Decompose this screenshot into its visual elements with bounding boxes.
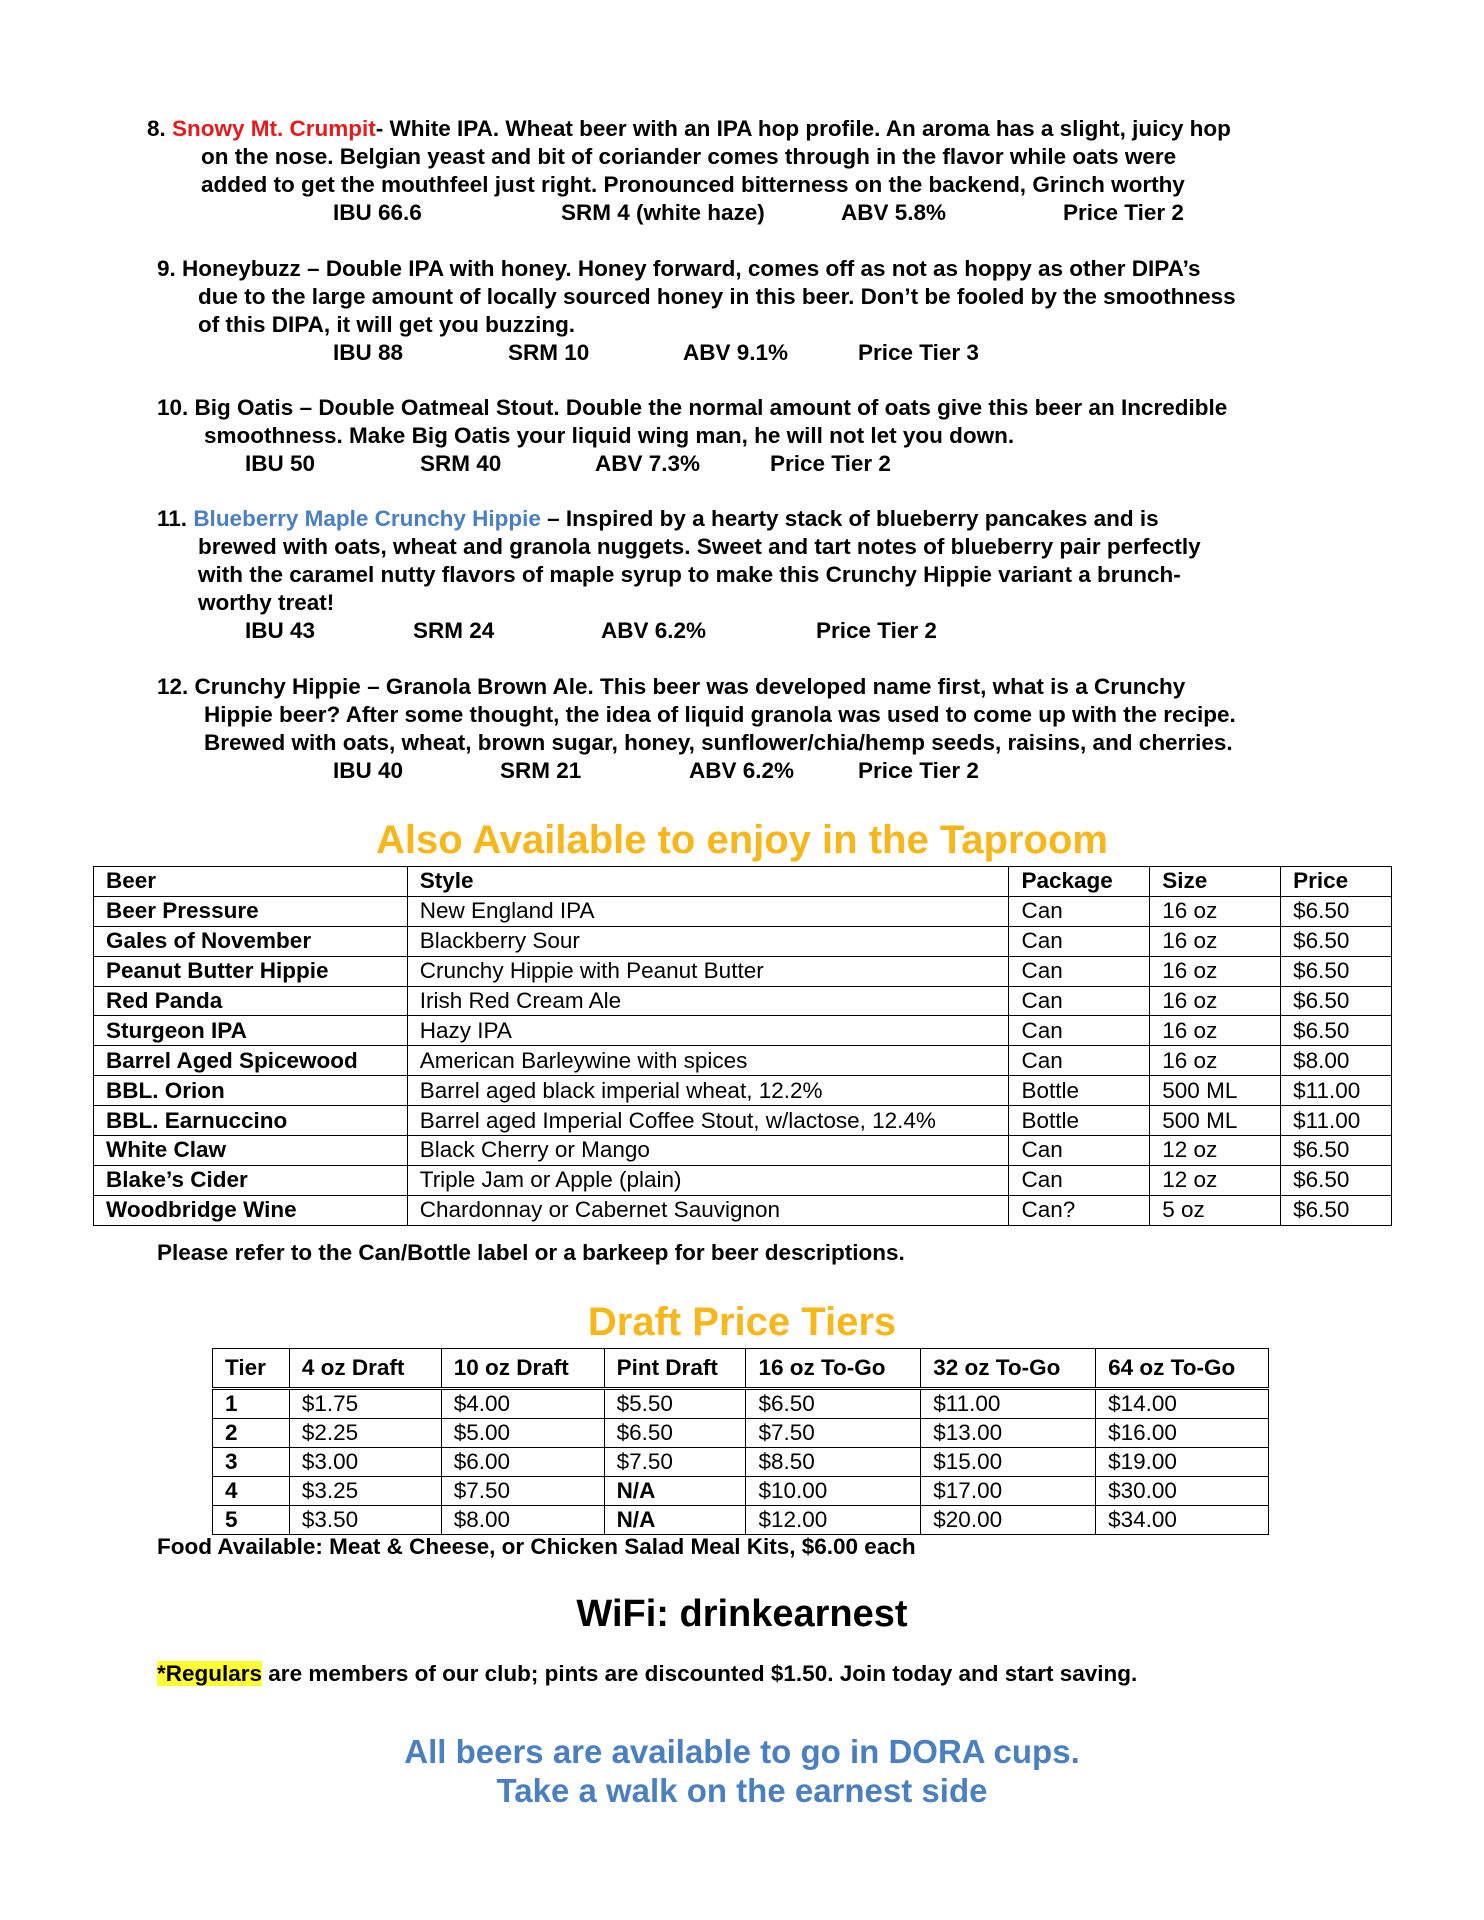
price-cell: $6.50 (1281, 956, 1392, 986)
taproom-heading: Also Available to enjoy in the Taproom (376, 818, 1108, 862)
beer-name: Big Oatis (194, 395, 294, 420)
beer-name: Honeybuzz (182, 256, 301, 281)
price-cell: $30.00 (1096, 1477, 1269, 1506)
beer-number: 11. (157, 506, 188, 531)
table-row (94, 896, 1392, 926)
beer-description: Brewed with oats, wheat, brown sugar, honey, sunflower/chia/hemp seeds, raisins, and cherries. (204, 730, 1233, 755)
style-cell: Blackberry Sour (407, 926, 1009, 956)
beer-srm: SRM 24 (413, 618, 495, 643)
package-cell: Can? (1009, 1195, 1150, 1225)
table-row (94, 1195, 1392, 1225)
price-cell: $5.00 (441, 1419, 604, 1448)
beer-name: Crunchy Hippie (194, 674, 361, 699)
package-cell: Can (1009, 926, 1150, 956)
beer-description: on the nose. Belgian yeast and bit of coriander comes through in the flavor while oats were (201, 144, 1177, 169)
table-row (213, 1419, 1269, 1448)
price-cell: $6.50 (746, 1389, 921, 1419)
style-cell: Irish Red Cream Ale (407, 986, 1009, 1016)
taproom-table (93, 866, 1392, 1226)
style-cell: Crunchy Hippie with Peanut Butter (407, 956, 1009, 986)
beer-srm: SRM 4 (white haze) (561, 200, 765, 225)
price-cell: $17.00 (921, 1477, 1096, 1506)
beer-cell: Blake’s Cider (94, 1165, 408, 1195)
price-cell: $6.00 (441, 1448, 604, 1477)
tier-cell: 5 (213, 1506, 290, 1535)
price-cell: $1.75 (289, 1389, 441, 1419)
size-cell: 12 oz (1150, 1165, 1281, 1195)
size-cell: 16 oz (1150, 1046, 1281, 1076)
package-cell: Can (1009, 1046, 1150, 1076)
package-cell: Can (1009, 1165, 1150, 1195)
beer-srm: SRM 10 (508, 340, 590, 365)
size-cell: 12 oz (1150, 1136, 1281, 1166)
size-cell: 16 oz (1150, 896, 1281, 926)
beer-price-tier: Price Tier 2 (770, 451, 891, 476)
beer-abv: ABV 9.1% (683, 340, 789, 365)
beer-ibu: IBU 43 (245, 618, 316, 643)
price-cell: $11.00 (921, 1389, 1096, 1419)
wifi-info: WiFi: drinkearnest (576, 1593, 908, 1635)
beer-ibu: IBU 88 (333, 340, 404, 365)
size-cell: 500 ML (1150, 1106, 1281, 1136)
style-cell: Barrel aged Imperial Coffee Stout, w/lactose, 12.4% (407, 1106, 1009, 1136)
column-header: Tier (213, 1349, 290, 1389)
table-row (94, 986, 1392, 1016)
beer-description: added to get the mouthfeel just right. Pronounced bitterness on the backend, Grinch worthy (201, 172, 1185, 197)
regulars-note (157, 1660, 1137, 1688)
column-header: Package (1009, 867, 1150, 897)
beer-number: 9. (157, 256, 176, 281)
table-row (94, 926, 1392, 956)
style-cell: Barrel aged black imperial wheat, 12.2% (407, 1076, 1009, 1106)
beer-abv: ABV 6.2% (601, 618, 707, 643)
size-cell: 16 oz (1150, 1016, 1281, 1046)
footer-line-1: All beers are available to go in DORA cups. (404, 1733, 1080, 1770)
price-cell: $6.50 (1281, 986, 1392, 1016)
table-row (213, 1389, 1269, 1419)
price-cell: $19.00 (1096, 1448, 1269, 1477)
beer-cell: Peanut Butter Hippie (94, 956, 408, 986)
beer-description: of this DIPA, it will get you buzzing. (198, 312, 576, 337)
beer-ibu: IBU 66.6 (333, 200, 422, 225)
tiers-heading: Draft Price Tiers (587, 1300, 897, 1344)
style-cell: Triple Jam or Apple (plain) (407, 1165, 1009, 1195)
price-cell: $6.50 (1281, 1136, 1392, 1166)
column-header: 4 oz Draft (289, 1349, 441, 1389)
price-cell: $4.00 (441, 1389, 604, 1419)
beer-description: smoothness. Make Big Oatis your liquid wing man, he will not let you down. (204, 423, 1015, 448)
package-cell: Can (1009, 896, 1150, 926)
tier-cell: 4 (213, 1477, 290, 1506)
price-tiers-table (212, 1348, 1269, 1535)
table-header-row (213, 1349, 1269, 1389)
beer-cell: Red Panda (94, 986, 408, 1016)
tier-cell: 1 (213, 1389, 290, 1419)
package-cell: Can (1009, 1016, 1150, 1046)
column-header: 32 oz To-Go (921, 1349, 1096, 1389)
beer-ibu: IBU 50 (245, 451, 316, 476)
style-cell: American Barleywine with spices (407, 1046, 1009, 1076)
beer-ibu: IBU 40 (333, 758, 404, 783)
beer-cell: Barrel Aged Spicewood (94, 1046, 408, 1076)
table-header-row (94, 867, 1392, 897)
price-cell: $6.50 (1281, 896, 1392, 926)
footer (0, 1732, 1484, 1810)
table-row (94, 1106, 1392, 1136)
beer-description: – Double Oatmeal Stout. Double the normal amount of oats give this beer an Incredible (293, 395, 1228, 420)
beer-description: worthy treat! (198, 590, 335, 615)
beer-cell: White Claw (94, 1136, 408, 1166)
price-cell: $10.00 (746, 1477, 921, 1506)
regulars-highlight: *Regulars (157, 1661, 263, 1686)
style-cell: Chardonnay or Cabernet Sauvignon (407, 1195, 1009, 1225)
beer-name: Blueberry Maple Crunchy Hippie (193, 506, 541, 531)
taproom-note: Please refer to the Can/Bottle label or a barkeep for beer descriptions. (157, 1240, 905, 1265)
beer-number: 8. (147, 116, 166, 141)
beer-description: – Inspired by a hearty stack of blueberry pancakes and is (540, 506, 1159, 531)
table-row (94, 1016, 1392, 1046)
column-header: Style (407, 867, 1009, 897)
column-header: Beer (94, 867, 408, 897)
package-cell: Can (1009, 1136, 1150, 1166)
beer-cell: Gales of November (94, 926, 408, 956)
beer-srm: SRM 40 (420, 451, 502, 476)
price-cell: $3.50 (289, 1506, 441, 1535)
price-cell: $2.25 (289, 1419, 441, 1448)
style-cell: Hazy IPA (407, 1016, 1009, 1046)
package-cell: Can (1009, 956, 1150, 986)
price-cell: $16.00 (1096, 1419, 1269, 1448)
price-cell: $12.00 (746, 1506, 921, 1535)
price-cell: $3.25 (289, 1477, 441, 1506)
beer-cell: Beer Pressure (94, 896, 408, 926)
price-cell: N/A (604, 1477, 746, 1506)
beer-srm: SRM 21 (500, 758, 582, 783)
table-row (213, 1506, 1269, 1535)
food-note: Food Available: Meat & Cheese, or Chicken Salad Meal Kits, $6.00 each (157, 1534, 916, 1559)
beer-number: 12. (157, 674, 189, 699)
size-cell: 5 oz (1150, 1195, 1281, 1225)
beer-description: – Granola Brown Ale. This beer was developed name first, what is a Crunchy (360, 674, 1186, 699)
price-cell: $6.50 (1281, 1165, 1392, 1195)
price-cell: $6.50 (1281, 1016, 1392, 1046)
size-cell: 16 oz (1150, 956, 1281, 986)
beer-cell: BBL. Earnuccino (94, 1106, 408, 1136)
column-header: Price (1281, 867, 1392, 897)
beer-cell: Woodbridge Wine (94, 1195, 408, 1225)
price-cell: $7.50 (604, 1448, 746, 1477)
package-cell: Bottle (1009, 1106, 1150, 1136)
price-cell: $11.00 (1281, 1076, 1392, 1106)
beer-name: Snowy Mt. Crumpit (172, 116, 376, 141)
price-cell: $8.00 (441, 1506, 604, 1535)
price-cell: $13.00 (921, 1419, 1096, 1448)
beer-description: brewed with oats, wheat and granola nuggets. Sweet and tart notes of blueberry pair perfectly (198, 534, 1201, 559)
beer-description: Hippie beer? After some thought, the idea of liquid granola was used to come up with the recipe. (204, 702, 1236, 727)
beer-description: due to the large amount of locally sourced honey in this beer. Don’t be fooled by the smoothness (198, 284, 1236, 309)
beer-number: 10. (157, 395, 189, 420)
footer-line-2: Take a walk on the earnest side (496, 1772, 988, 1809)
price-cell: $6.50 (604, 1419, 746, 1448)
table-row (94, 1046, 1392, 1076)
price-cell: $14.00 (1096, 1389, 1269, 1419)
package-cell: Can (1009, 986, 1150, 1016)
price-cell: N/A (604, 1506, 746, 1535)
column-header: 10 oz Draft (441, 1349, 604, 1389)
beer-price-tier: Price Tier 2 (816, 618, 937, 643)
beer-price-tier: Price Tier 2 (1063, 200, 1184, 225)
beer-abv: ABV 6.2% (689, 758, 795, 783)
price-cell: $11.00 (1281, 1106, 1392, 1136)
column-header: Pint Draft (604, 1349, 746, 1389)
style-cell: New England IPA (407, 896, 1009, 926)
price-cell: $8.00 (1281, 1046, 1392, 1076)
table-row (213, 1448, 1269, 1477)
beer-description: with the caramel nutty flavors of maple syrup to make this Crunchy Hippie variant a brunch- (198, 562, 1181, 587)
column-header: 16 oz To-Go (746, 1349, 921, 1389)
price-cell: $6.50 (1281, 926, 1392, 956)
size-cell: 16 oz (1150, 986, 1281, 1016)
price-cell: $8.50 (746, 1448, 921, 1477)
package-cell: Bottle (1009, 1076, 1150, 1106)
price-cell: $6.50 (1281, 1195, 1392, 1225)
price-cell: $7.50 (441, 1477, 604, 1506)
column-header: Size (1150, 867, 1281, 897)
beer-cell: BBL. Orion (94, 1076, 408, 1106)
tier-cell: 3 (213, 1448, 290, 1477)
price-cell: $34.00 (1096, 1506, 1269, 1535)
beer-description: - White IPA. Wheat beer with an IPA hop profile. An aroma has a slight, juicy hop (375, 116, 1231, 141)
price-cell: $7.50 (746, 1419, 921, 1448)
price-cell: $20.00 (921, 1506, 1096, 1535)
style-cell: Black Cherry or Mango (407, 1136, 1009, 1166)
size-cell: 500 ML (1150, 1076, 1281, 1106)
beer-description: – Double IPA with honey. Honey forward, comes off as not as hoppy as other DIPA’s (300, 256, 1201, 281)
price-cell: $3.00 (289, 1448, 441, 1477)
table-row (213, 1477, 1269, 1506)
table-row (94, 1136, 1392, 1166)
table-row (94, 1076, 1392, 1106)
price-cell: $5.50 (604, 1389, 746, 1419)
column-header: 64 oz To-Go (1096, 1349, 1269, 1389)
size-cell: 16 oz (1150, 926, 1281, 956)
regulars-text: are members of our club; pints are discounted $1.50. Join today and start saving. (262, 1661, 1138, 1686)
beer-cell: Sturgeon IPA (94, 1016, 408, 1046)
table-row (94, 1165, 1392, 1195)
tier-cell: 2 (213, 1419, 290, 1448)
table-row (94, 956, 1392, 986)
price-cell: $15.00 (921, 1448, 1096, 1477)
beer-price-tier: Price Tier 2 (858, 758, 979, 783)
beer-abv: ABV 7.3% (595, 451, 701, 476)
beer-price-tier: Price Tier 3 (858, 340, 979, 365)
beer-abv: ABV 5.8% (841, 200, 947, 225)
